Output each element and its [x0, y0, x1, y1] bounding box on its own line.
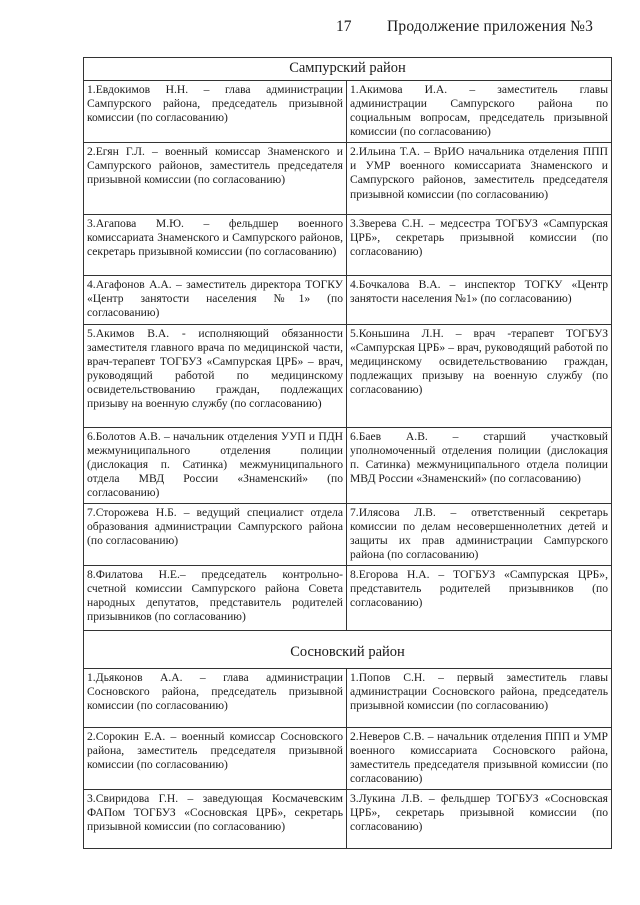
reserve-member-cell: 6.Баев А.В. – старший участковый уполномоченный отделения полиции (дислокация п. Сатинка) межмуниципального отдела полиции МВД России «Знаменский» (по согласованию) — [347, 427, 612, 503]
table-row — [84, 427, 612, 503]
table-row — [84, 565, 612, 630]
reserve-member-cell: 4.Бочкалова В.А. – инспектор ТОГКУ «Центр занятости населения №1» (по согласованию) — [347, 276, 612, 324]
table-row — [84, 503, 612, 565]
table-row — [84, 324, 612, 427]
main-member-cell: 6.Болотов А.В. – начальник отделения УУП и ПДН межмуниципального отделения полиции (дислокация п. Сатинка) межмуниципального отдела МВД России «Знаменский» (по согласованию) — [84, 427, 347, 503]
main-member-cell: 2.Сорокин Е.А. – военный комиссар Сосновского района, заместитель председателя призывной комиссии (по согласованию) — [84, 728, 347, 790]
reserve-member-cell: 8.Егорова Н.А. – ТОГБУЗ «Сампурская ЦРБ», представитель родителей призывников (по согласованию) — [347, 565, 612, 630]
main-member-cell: 4.Агафонов А.А. – заместитель директора ТОГКУ «Центр занятости населения №1» (по согласованию) — [84, 276, 347, 324]
section-title-sampur: Сампурский район — [84, 58, 612, 81]
commission-table — [83, 57, 612, 849]
reserve-member-cell: 1.Акимова И.А. – заместитель главы администрации Сампурского района по социальным вопросам, председатель призывной комиссии (по согласованию) — [347, 81, 612, 143]
reserve-member-cell: 2.Ильина Т.А. – ВрИО начальника отделения ППП и УМР военного комиссариата Знаменского и Сампурского районов, заместитель председателя призывной комиссии (по согласованию) — [347, 143, 612, 215]
main-member-cell: 3.Свиридова Г.Н. – заведующая Космачевским ФАПом ТОГБУЗ «Сосновская ЦРБ», секретарь призывной комиссии (по согласованию) — [84, 790, 347, 849]
main-member-cell: 7.Сторожева Н.Б. – ведущий специалист отдела образования администрации Сампурского района (по согласованию) — [84, 503, 347, 565]
main-member-cell: 1.Евдокимов Н.Н. – глава администрации Сампурского района, председатель призывной комиссии (по согласованию) — [84, 81, 347, 143]
main-member-cell: 5.Акимов В.А. - исполняющий обязанности заместителя главного врача по медицинской части, врач-терапевт ТОГБУЗ «Сампурская ЦРБ» – врач, руководящий работой по медицинскому освидетельствованию граждан, подлежащих призыву на военную службу (по согласованию) — [84, 324, 347, 427]
table-row — [84, 669, 612, 728]
reserve-member-cell: 3.Лукина Л.В. – фельдшер ТОГБУЗ «Сосновская ЦРБ», секретарь призывной комиссии (по согласованию) — [347, 790, 612, 849]
table-row — [84, 143, 612, 215]
reserve-member-cell: 7.Илясова Л.В. – ответственный секретарь комиссии по делам несовершеннолетних детей и защиты их прав администрации Сампурского района (по согласованию) — [347, 503, 612, 565]
page-caption: Продолжение приложения №3 — [387, 18, 594, 35]
main-member-cell: 1.Дьяконов А.А. – глава администрации Сосновского района, председатель призывной комиссии (по согласованию) — [84, 669, 347, 728]
reserve-member-cell: 5.Коньшина Л.Н. – врач -терапевт ТОГБУЗ «Сампурская ЦРБ» – врач, руководящий работой по медицинскому освидетельствованию граждан, подлежащих призыву на военную службу (по согласованию) — [347, 324, 612, 427]
table-row — [84, 81, 612, 143]
main-member-cell: 3.Агапова М.Ю. – фельдшер военного комиссариата Знаменского и Сампурского районов, секретарь призывной комиссии (по согласованию) — [84, 215, 347, 276]
table-row — [84, 276, 612, 324]
section-heading-row — [84, 58, 612, 81]
section-heading-row — [84, 630, 612, 668]
section-title-sosnovka: Сосновский район — [84, 630, 612, 668]
page-number: 17 — [336, 18, 352, 35]
table-row — [84, 728, 612, 790]
page-header — [0, 18, 640, 42]
reserve-member-cell: 2.Неверов С.В. – начальник отделения ППП и УМР военного комиссариата Сосновского района, заместитель председателя призывной комиссии (по согласованию) — [347, 728, 612, 790]
table-row — [84, 215, 612, 276]
reserve-member-cell: 1.Попов С.Н. – первый заместитель главы администрации Сосновского района, председатель призывной комиссии (по согласованию) — [347, 669, 612, 728]
reserve-member-cell: 3.Зверева С.Н. – медсестра ТОГБУЗ «Сампурская ЦРБ», секретарь призывной комиссии (по согласованию) — [347, 215, 612, 276]
table-row — [84, 790, 612, 849]
main-member-cell: 8.Филатова Н.Е.– председатель контрольно-счетной комиссии Сампурского района Совета народных депутатов, представитель родителей призывников (по согласованию) — [84, 565, 347, 630]
main-member-cell: 2.Егян Г.Л. – военный комиссар Знаменского и Сампурского районов, заместитель председателя призывной комиссии (по согласованию) — [84, 143, 347, 215]
